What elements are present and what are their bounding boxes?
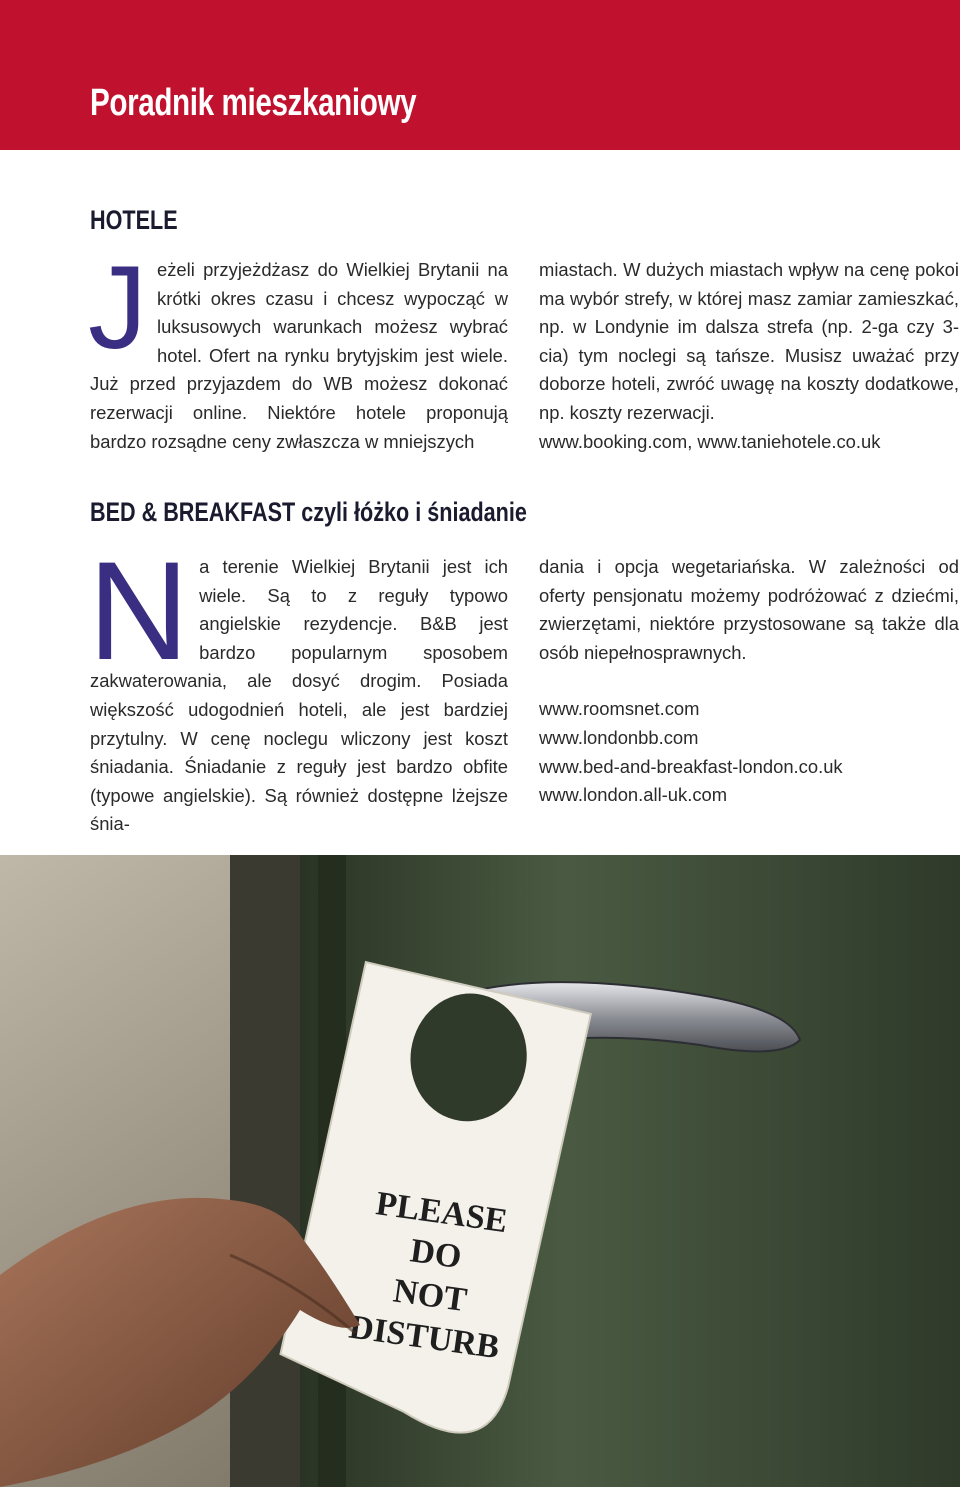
- hotels-heading: HOTELE: [90, 205, 178, 235]
- dropcap-j: J: [88, 242, 147, 374]
- hotels-links[interactable]: www.booking.com, www.taniehotele.co.uk: [539, 430, 881, 452]
- hotels-column-left: [88, 242, 508, 456]
- bnb-link[interactable]: www.londonbb.com: [539, 726, 699, 748]
- door-hanger-photo: [0, 855, 960, 1487]
- header-band: [0, 0, 960, 150]
- sign-line: PLEASE: [373, 1185, 510, 1241]
- bnb-link[interactable]: www.london.all-uk.com: [539, 784, 728, 806]
- bnb-column-right: [539, 553, 959, 810]
- sign-line: DISTURB: [346, 1308, 502, 1367]
- bnb-heading: BED & BREAKFAST czyli łóżko i śniadanie: [90, 497, 527, 527]
- bnb-link[interactable]: www.bed-and-breakfast-london.co.uk: [539, 755, 843, 777]
- dropcap-n: N: [88, 532, 190, 689]
- bnb-link[interactable]: www.roomsnet.com: [539, 698, 700, 720]
- hotels-text-left: eżeli przyjeżdżasz do Wielkiej Brytanii na krótki okres czasu i chcesz wypocząć w luksusowych warunkach możesz wybrać hotel. Ofert na rynku brytyjskim jest wiele. Już przed przyjazdem do WB możesz dokonać rezerwacji online. Niektóre hotele proponują bardzo rozsądne ceny zwłaszcza w mniejszych: [90, 259, 508, 452]
- hotels-column-right: [539, 256, 959, 456]
- hotels-text-right: miastach. W dużych miastach wpływ na cenę pokoi ma wybór strefy, w której masz zamiar zamieszkać, np. w Londynie im dalsza strefa (np. 2-ga czy 3-cia) tym noclegi są tańsze. Musisz uważać przy doborze hoteli, zwróć uwagę na koszty dodatkowe, np. koszty rezerwacji.: [539, 259, 959, 423]
- sign-line: NOT: [390, 1272, 470, 1320]
- page-title: Poradnik mieszkaniowy: [90, 82, 417, 124]
- door-hanger-illustration: [0, 855, 960, 1487]
- bnb-link-list: [539, 695, 959, 809]
- bnb-text-left: a terenie Wielkiej Brytanii jest ich wiele. Są to z reguły typowo angielskie rezydencje. B&B jest bardzo popularnym sposobem zakwaterowania, ale dosyć drogim. Posiada większość udogodnień hoteli, ale jest bardziej przytulny. W cenę noclegu wliczony jest koszt śniadania. Śniadanie z reguły jest bardzo obfite (typowe angielskie). Są również dostępne lżejsze śnia-: [90, 556, 508, 835]
- bnb-text-right: dania i opcja wegetariańska. W zależności od oferty pensjonatu możemy podróżować z dziećmi, zwierzętami, niektóre przystosowane są także dla osób niepełnosprawnych.: [539, 556, 959, 663]
- door-frame: [230, 855, 300, 1487]
- sign-line: DO: [408, 1232, 464, 1277]
- bnb-column-left: [88, 532, 508, 839]
